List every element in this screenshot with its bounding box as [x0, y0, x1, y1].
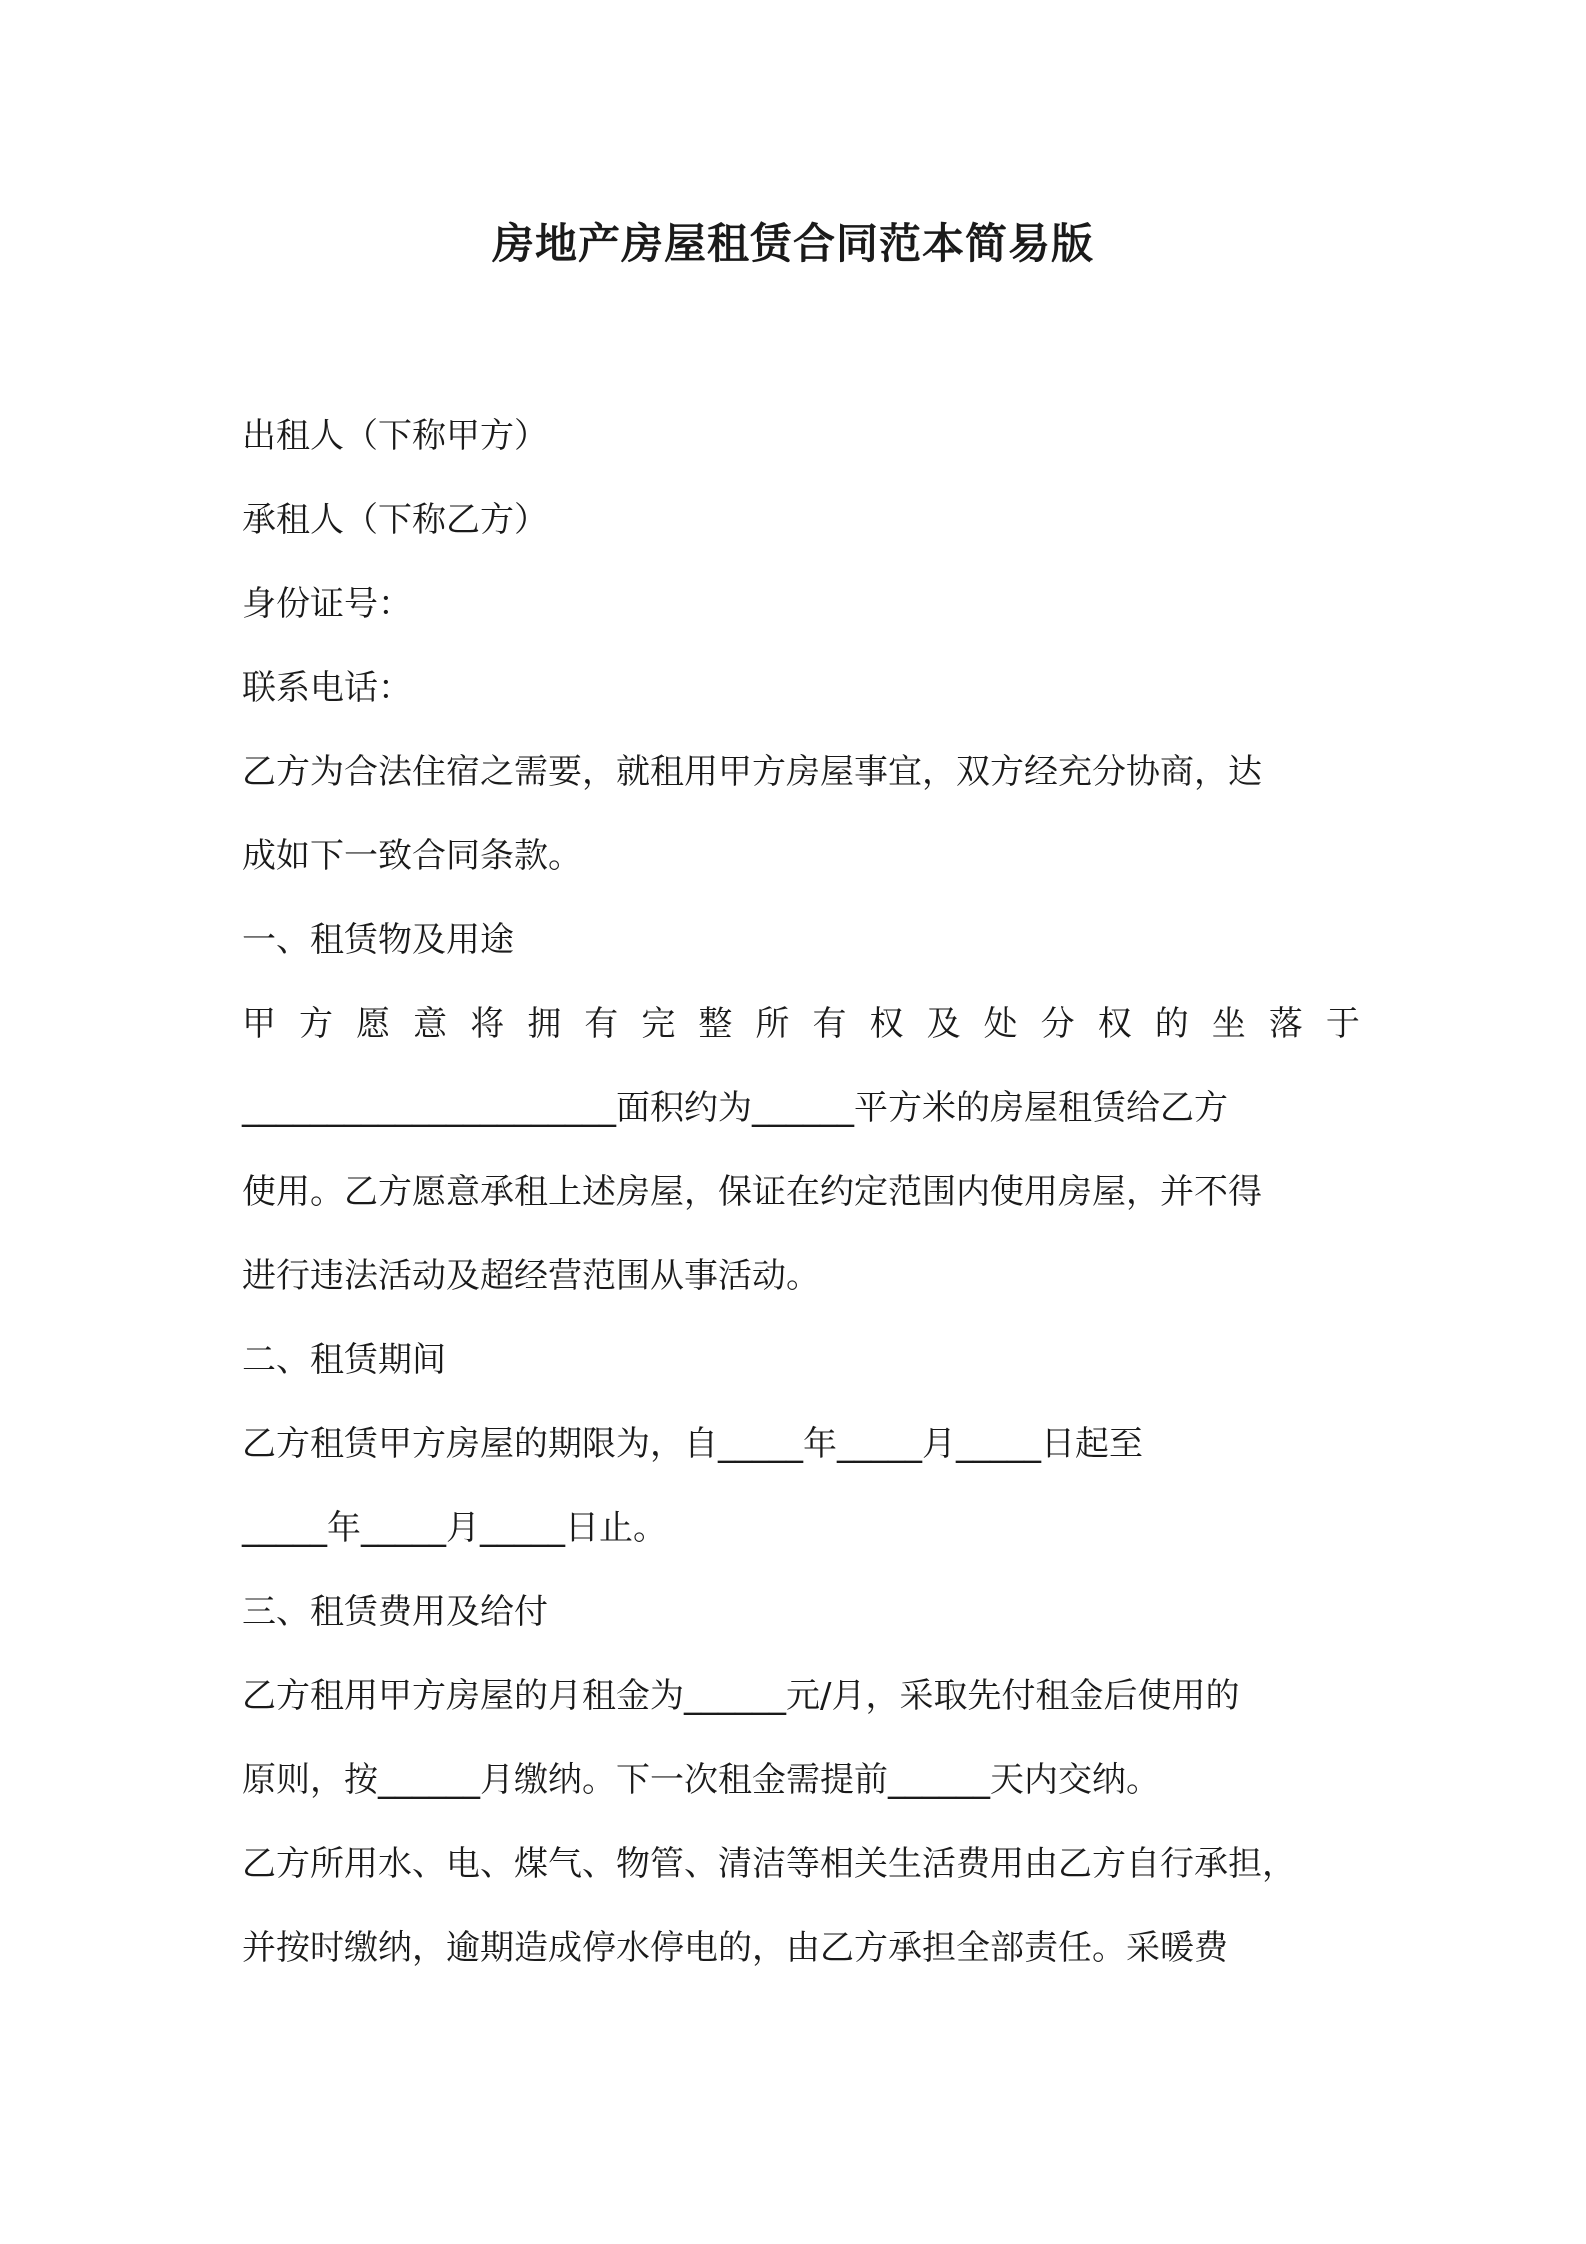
document-title: 房地产房屋租赁合同范本简易版	[491, 219, 1094, 268]
justified-char: 拥	[527, 1004, 562, 1044]
justified-char: 及	[926, 1004, 961, 1044]
lessee-line: 承租人（下称乙方）	[242, 500, 548, 540]
justified-char: 处	[983, 1004, 1018, 1044]
section-2-line-2: _____年_____月_____日止。	[242, 1508, 667, 1548]
section-1-line-4: 进行违法活动及超经营范围从事活动。	[242, 1256, 820, 1296]
preamble-line-1: 乙方为合法住宿之需要，就租用甲方房屋事宜，双方经充分协商，达	[242, 752, 1262, 792]
lessor-line: 出租人（下称甲方）	[242, 416, 548, 456]
justified-char: 愿	[356, 1004, 391, 1044]
justified-char: 意	[413, 1004, 448, 1044]
section-3-line-2: 原则，按______月缴纳。下一次租金需提前______天内交纳。	[242, 1760, 1160, 1800]
section-3-line-4: 并按时缴纳，逾期造成停水停电的，由乙方承担全部责任。采暖费	[242, 1928, 1228, 1968]
justified-char: 的	[1154, 1004, 1189, 1044]
justified-char: 将	[470, 1004, 505, 1044]
justified-char: 权	[1097, 1004, 1132, 1044]
justified-char: 落	[1268, 1004, 1303, 1044]
justified-char: 所	[755, 1004, 790, 1044]
preamble-line-2: 成如下一致合同条款。	[242, 836, 582, 876]
justified-char: 有	[584, 1004, 619, 1044]
justified-char: 完	[641, 1004, 676, 1044]
justified-char: 分	[1040, 1004, 1075, 1044]
section-3-line-1: 乙方租用甲方房屋的月租金为______元/月，采取先付租金后使用的	[242, 1676, 1240, 1716]
section-3-heading: 三、租赁费用及给付	[242, 1592, 548, 1632]
justified-char: 有	[812, 1004, 847, 1044]
section-1-line-2: ______________________面积约为______平方米的房屋租赁给乙方	[242, 1088, 1228, 1128]
justified-char: 整	[698, 1004, 733, 1044]
justified-char: 甲	[242, 1004, 276, 1044]
justified-char: 于	[1325, 1004, 1360, 1044]
section-1-line-3: 使用。乙方愿意承租上述房屋，保证在约定范围内使用房屋，并不得	[242, 1172, 1262, 1212]
section-2-heading: 二、租赁期间	[242, 1340, 446, 1380]
section-2-line-1: 乙方租赁甲方房屋的期限为，自_____年_____月_____日起至	[242, 1424, 1143, 1464]
phone-line: 联系电话：	[242, 668, 412, 708]
section-1-line-1	[242, 998, 1360, 1050]
justified-char: 坐	[1211, 1004, 1246, 1044]
justified-char: 权	[869, 1004, 904, 1044]
id-number-line: 身份证号：	[242, 584, 412, 624]
justified-char: 方	[299, 1004, 334, 1044]
section-3-line-3: 乙方所用水、电、煤气、物管、清洁等相关生活费用由乙方自行承担，	[242, 1844, 1296, 1884]
section-1-heading: 一、租赁物及用途	[242, 920, 514, 960]
